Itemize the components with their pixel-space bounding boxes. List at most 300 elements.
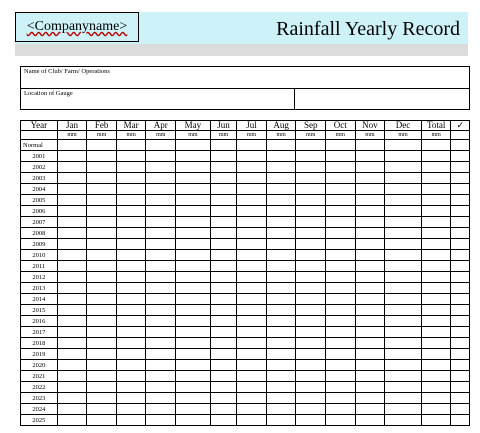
table-cell[interactable]	[57, 415, 87, 426]
table-cell[interactable]	[116, 184, 146, 195]
table-cell[interactable]	[146, 184, 176, 195]
table-cell[interactable]	[421, 195, 451, 206]
table-cell[interactable]	[451, 184, 470, 195]
table-cell[interactable]	[237, 382, 267, 393]
table-cell[interactable]	[266, 195, 296, 206]
table-cell[interactable]	[210, 349, 237, 360]
table-cell[interactable]	[116, 360, 146, 371]
table-cell[interactable]	[237, 140, 267, 151]
table-cell[interactable]	[451, 393, 470, 404]
table-cell[interactable]	[451, 294, 470, 305]
table-cell[interactable]	[87, 305, 117, 316]
table-cell[interactable]	[57, 393, 87, 404]
table-cell[interactable]	[237, 239, 267, 250]
table-cell[interactable]	[210, 404, 237, 415]
table-cell[interactable]	[451, 360, 470, 371]
table-cell[interactable]	[296, 316, 326, 327]
table-cell[interactable]	[451, 173, 470, 184]
table-cell[interactable]	[326, 415, 356, 426]
table-cell[interactable]	[451, 283, 470, 294]
table-cell[interactable]	[57, 217, 87, 228]
table-cell[interactable]	[355, 294, 385, 305]
table-cell[interactable]	[451, 239, 470, 250]
table-cell[interactable]	[210, 239, 237, 250]
table-cell[interactable]	[451, 272, 470, 283]
table-cell[interactable]	[421, 140, 451, 151]
table-cell[interactable]	[146, 206, 176, 217]
table-cell[interactable]	[266, 162, 296, 173]
table-cell[interactable]	[210, 415, 237, 426]
table-cell[interactable]	[385, 228, 422, 239]
table-cell[interactable]	[451, 305, 470, 316]
table-cell[interactable]	[210, 283, 237, 294]
table-cell[interactable]	[385, 272, 422, 283]
table-cell[interactable]	[57, 360, 87, 371]
table-cell[interactable]	[451, 327, 470, 338]
table-cell[interactable]	[210, 162, 237, 173]
table-cell[interactable]	[296, 261, 326, 272]
table-cell[interactable]	[266, 250, 296, 261]
table-cell[interactable]	[451, 162, 470, 173]
table-cell[interactable]	[385, 140, 422, 151]
table-cell[interactable]	[385, 349, 422, 360]
table-cell[interactable]	[385, 404, 422, 415]
table-cell[interactable]	[421, 382, 451, 393]
table-cell[interactable]	[237, 316, 267, 327]
table-cell[interactable]	[421, 294, 451, 305]
table-cell[interactable]	[296, 404, 326, 415]
table-cell[interactable]	[176, 294, 211, 305]
table-cell[interactable]	[421, 327, 451, 338]
table-cell[interactable]	[385, 217, 422, 228]
table-cell[interactable]	[296, 173, 326, 184]
table-cell[interactable]	[116, 294, 146, 305]
table-cell[interactable]	[116, 316, 146, 327]
table-cell[interactable]	[87, 162, 117, 173]
table-cell[interactable]	[146, 415, 176, 426]
table-cell[interactable]	[176, 393, 211, 404]
table-cell[interactable]	[326, 140, 356, 151]
table-cell[interactable]	[87, 195, 117, 206]
table-cell[interactable]	[385, 294, 422, 305]
table-cell[interactable]	[237, 349, 267, 360]
table-cell[interactable]	[57, 239, 87, 250]
table-cell[interactable]	[355, 283, 385, 294]
table-cell[interactable]	[355, 239, 385, 250]
table-cell[interactable]	[87, 371, 117, 382]
company-name-box[interactable]	[15, 12, 139, 42]
table-cell[interactable]	[385, 382, 422, 393]
table-cell[interactable]	[146, 283, 176, 294]
table-cell[interactable]	[326, 382, 356, 393]
table-cell[interactable]	[176, 151, 211, 162]
table-cell[interactable]	[116, 261, 146, 272]
table-cell[interactable]	[266, 228, 296, 239]
table-cell[interactable]	[146, 305, 176, 316]
table-cell[interactable]	[355, 173, 385, 184]
table-cell[interactable]	[296, 393, 326, 404]
table-cell[interactable]	[296, 184, 326, 195]
table-cell[interactable]	[385, 415, 422, 426]
table-cell[interactable]	[296, 360, 326, 371]
table-cell[interactable]	[210, 184, 237, 195]
table-cell[interactable]	[355, 272, 385, 283]
table-cell[interactable]	[355, 360, 385, 371]
table-cell[interactable]	[326, 173, 356, 184]
table-cell[interactable]	[451, 206, 470, 217]
table-cell[interactable]	[266, 272, 296, 283]
table-cell[interactable]	[355, 415, 385, 426]
table-cell[interactable]	[146, 173, 176, 184]
table-cell[interactable]	[210, 305, 237, 316]
table-cell[interactable]	[210, 294, 237, 305]
table-cell[interactable]	[176, 327, 211, 338]
table-cell[interactable]	[326, 305, 356, 316]
table-cell[interactable]	[355, 140, 385, 151]
table-cell[interactable]	[87, 404, 117, 415]
table-cell[interactable]	[210, 360, 237, 371]
table-cell[interactable]	[421, 250, 451, 261]
table-cell[interactable]	[326, 393, 356, 404]
table-cell[interactable]	[237, 393, 267, 404]
table-cell[interactable]	[421, 239, 451, 250]
table-cell[interactable]	[266, 305, 296, 316]
table-cell[interactable]	[176, 184, 211, 195]
table-cell[interactable]	[210, 206, 237, 217]
table-cell[interactable]	[296, 250, 326, 261]
table-cell[interactable]	[421, 316, 451, 327]
table-cell[interactable]	[146, 371, 176, 382]
table-cell[interactable]	[385, 393, 422, 404]
table-cell[interactable]	[355, 393, 385, 404]
table-cell[interactable]	[296, 272, 326, 283]
table-cell[interactable]	[57, 184, 87, 195]
table-cell[interactable]	[421, 151, 451, 162]
table-cell[interactable]	[355, 250, 385, 261]
table-cell[interactable]	[176, 272, 211, 283]
table-cell[interactable]	[326, 206, 356, 217]
table-cell[interactable]	[296, 371, 326, 382]
table-cell[interactable]	[421, 162, 451, 173]
table-cell[interactable]	[266, 283, 296, 294]
table-cell[interactable]	[385, 184, 422, 195]
table-cell[interactable]	[355, 382, 385, 393]
table-cell[interactable]	[87, 360, 117, 371]
table-cell[interactable]	[266, 206, 296, 217]
table-cell[interactable]	[326, 371, 356, 382]
table-cell[interactable]	[421, 338, 451, 349]
table-cell[interactable]	[266, 327, 296, 338]
table-cell[interactable]	[176, 316, 211, 327]
table-cell[interactable]	[266, 371, 296, 382]
table-cell[interactable]	[326, 184, 356, 195]
table-cell[interactable]	[116, 327, 146, 338]
table-cell[interactable]	[237, 404, 267, 415]
table-cell[interactable]	[57, 140, 87, 151]
table-cell[interactable]	[57, 327, 87, 338]
table-cell[interactable]	[326, 261, 356, 272]
table-cell[interactable]	[87, 294, 117, 305]
table-cell[interactable]	[146, 272, 176, 283]
table-cell[interactable]	[87, 338, 117, 349]
table-cell[interactable]	[296, 283, 326, 294]
table-cell[interactable]	[326, 250, 356, 261]
table-cell[interactable]	[266, 415, 296, 426]
table-cell[interactable]	[385, 239, 422, 250]
table-cell[interactable]	[237, 305, 267, 316]
table-cell[interactable]	[176, 360, 211, 371]
table-cell[interactable]	[421, 371, 451, 382]
table-cell[interactable]	[355, 195, 385, 206]
table-cell[interactable]	[451, 217, 470, 228]
table-cell[interactable]	[116, 250, 146, 261]
table-cell[interactable]	[421, 184, 451, 195]
table-cell[interactable]	[210, 261, 237, 272]
table-cell[interactable]	[176, 250, 211, 261]
table-cell[interactable]	[326, 283, 356, 294]
table-cell[interactable]	[326, 349, 356, 360]
table-cell[interactable]	[176, 283, 211, 294]
table-cell[interactable]	[421, 404, 451, 415]
table-cell[interactable]	[57, 338, 87, 349]
table-cell[interactable]	[57, 195, 87, 206]
table-cell[interactable]	[87, 140, 117, 151]
table-cell[interactable]	[326, 294, 356, 305]
table-cell[interactable]	[116, 305, 146, 316]
table-cell[interactable]	[116, 217, 146, 228]
table-cell[interactable]	[87, 228, 117, 239]
table-cell[interactable]	[87, 173, 117, 184]
table-cell[interactable]	[421, 173, 451, 184]
table-cell[interactable]	[146, 360, 176, 371]
table-cell[interactable]	[237, 261, 267, 272]
table-cell[interactable]	[57, 250, 87, 261]
table-cell[interactable]	[87, 206, 117, 217]
table-cell[interactable]	[421, 360, 451, 371]
table-cell[interactable]	[296, 415, 326, 426]
table-cell[interactable]	[451, 382, 470, 393]
table-cell[interactable]	[87, 393, 117, 404]
table-cell[interactable]	[116, 393, 146, 404]
table-cell[interactable]	[210, 173, 237, 184]
table-cell[interactable]	[87, 184, 117, 195]
table-cell[interactable]	[146, 316, 176, 327]
table-cell[interactable]	[451, 338, 470, 349]
table-cell[interactable]	[176, 338, 211, 349]
table-cell[interactable]	[355, 305, 385, 316]
table-cell[interactable]	[451, 140, 470, 151]
table-cell[interactable]	[116, 140, 146, 151]
table-cell[interactable]	[451, 261, 470, 272]
table-cell[interactable]	[326, 151, 356, 162]
table-cell[interactable]	[87, 217, 117, 228]
table-cell[interactable]	[421, 393, 451, 404]
table-cell[interactable]	[146, 404, 176, 415]
table-cell[interactable]	[237, 173, 267, 184]
table-cell[interactable]	[355, 151, 385, 162]
table-cell[interactable]	[326, 360, 356, 371]
table-cell[interactable]	[266, 151, 296, 162]
table-cell[interactable]	[146, 294, 176, 305]
table-cell[interactable]	[385, 327, 422, 338]
table-cell[interactable]	[146, 250, 176, 261]
table-cell[interactable]	[326, 195, 356, 206]
table-cell[interactable]	[116, 283, 146, 294]
table-cell[interactable]	[266, 261, 296, 272]
table-cell[interactable]	[146, 140, 176, 151]
table-cell[interactable]	[266, 294, 296, 305]
table-cell[interactable]	[87, 261, 117, 272]
table-cell[interactable]	[176, 404, 211, 415]
table-cell[interactable]	[385, 360, 422, 371]
table-cell[interactable]	[146, 382, 176, 393]
table-cell[interactable]	[355, 404, 385, 415]
table-cell[interactable]	[116, 404, 146, 415]
table-cell[interactable]	[116, 239, 146, 250]
table-cell[interactable]	[451, 250, 470, 261]
table-cell[interactable]	[176, 305, 211, 316]
table-cell[interactable]	[237, 415, 267, 426]
table-cell[interactable]	[57, 261, 87, 272]
table-cell[interactable]	[355, 349, 385, 360]
table-cell[interactable]	[266, 316, 296, 327]
table-cell[interactable]	[237, 371, 267, 382]
table-cell[interactable]	[210, 272, 237, 283]
table-cell[interactable]	[57, 316, 87, 327]
table-cell[interactable]	[87, 151, 117, 162]
table-cell[interactable]	[451, 349, 470, 360]
table-cell[interactable]	[87, 272, 117, 283]
table-cell[interactable]	[326, 316, 356, 327]
table-cell[interactable]	[87, 382, 117, 393]
table-cell[interactable]	[146, 151, 176, 162]
table-cell[interactable]	[57, 294, 87, 305]
table-cell[interactable]	[87, 327, 117, 338]
table-cell[interactable]	[421, 206, 451, 217]
table-cell[interactable]	[266, 349, 296, 360]
table-cell[interactable]	[385, 305, 422, 316]
table-cell[interactable]	[237, 283, 267, 294]
table-cell[interactable]	[296, 349, 326, 360]
table-cell[interactable]	[87, 283, 117, 294]
table-cell[interactable]	[421, 228, 451, 239]
table-cell[interactable]	[296, 217, 326, 228]
table-cell[interactable]	[57, 305, 87, 316]
table-cell[interactable]	[355, 184, 385, 195]
table-cell[interactable]	[210, 140, 237, 151]
table-cell[interactable]	[266, 173, 296, 184]
table-cell[interactable]	[266, 338, 296, 349]
table-cell[interactable]	[451, 415, 470, 426]
table-cell[interactable]	[451, 151, 470, 162]
table-cell[interactable]	[326, 272, 356, 283]
table-cell[interactable]	[57, 283, 87, 294]
table-cell[interactable]	[355, 162, 385, 173]
table-cell[interactable]	[385, 162, 422, 173]
table-cell[interactable]	[237, 184, 267, 195]
table-cell[interactable]	[176, 140, 211, 151]
table-cell[interactable]	[146, 228, 176, 239]
table-cell[interactable]	[385, 261, 422, 272]
table-cell[interactable]	[296, 206, 326, 217]
table-cell[interactable]	[355, 228, 385, 239]
table-cell[interactable]	[237, 327, 267, 338]
table-cell[interactable]	[176, 162, 211, 173]
table-cell[interactable]	[210, 250, 237, 261]
table-cell[interactable]	[237, 195, 267, 206]
table-cell[interactable]	[57, 272, 87, 283]
table-cell[interactable]	[355, 316, 385, 327]
table-cell[interactable]	[326, 404, 356, 415]
table-cell[interactable]	[385, 195, 422, 206]
table-cell[interactable]	[296, 338, 326, 349]
table-cell[interactable]	[355, 206, 385, 217]
table-cell[interactable]	[176, 415, 211, 426]
table-cell[interactable]	[210, 316, 237, 327]
table-cell[interactable]	[385, 316, 422, 327]
table-cell[interactable]	[146, 349, 176, 360]
table-cell[interactable]	[210, 327, 237, 338]
table-cell[interactable]	[116, 228, 146, 239]
table-cell[interactable]	[116, 382, 146, 393]
table-cell[interactable]	[237, 228, 267, 239]
table-cell[interactable]	[421, 349, 451, 360]
table-cell[interactable]	[296, 239, 326, 250]
table-cell[interactable]	[176, 371, 211, 382]
table-cell[interactable]	[210, 393, 237, 404]
table-cell[interactable]	[385, 206, 422, 217]
table-cell[interactable]	[385, 151, 422, 162]
table-cell[interactable]	[237, 294, 267, 305]
table-cell[interactable]	[385, 338, 422, 349]
table-cell[interactable]	[421, 305, 451, 316]
table-cell[interactable]	[87, 415, 117, 426]
table-cell[interactable]	[176, 261, 211, 272]
table-cell[interactable]	[116, 195, 146, 206]
table-cell[interactable]	[385, 371, 422, 382]
table-cell[interactable]	[237, 151, 267, 162]
table-cell[interactable]	[57, 173, 87, 184]
table-cell[interactable]	[451, 316, 470, 327]
table-cell[interactable]	[355, 371, 385, 382]
table-cell[interactable]	[176, 239, 211, 250]
table-cell[interactable]	[296, 195, 326, 206]
table-cell[interactable]	[176, 206, 211, 217]
table-cell[interactable]	[116, 338, 146, 349]
table-cell[interactable]	[146, 327, 176, 338]
table-cell[interactable]	[296, 382, 326, 393]
table-cell[interactable]	[326, 228, 356, 239]
table-cell[interactable]	[296, 151, 326, 162]
table-cell[interactable]	[296, 162, 326, 173]
table-cell[interactable]	[326, 327, 356, 338]
table-cell[interactable]	[266, 360, 296, 371]
table-cell[interactable]	[210, 382, 237, 393]
table-cell[interactable]	[210, 371, 237, 382]
table-cell[interactable]	[326, 162, 356, 173]
table-cell[interactable]	[237, 360, 267, 371]
table-cell[interactable]	[355, 327, 385, 338]
table-cell[interactable]	[296, 305, 326, 316]
table-cell[interactable]	[176, 217, 211, 228]
table-cell[interactable]	[210, 217, 237, 228]
table-cell[interactable]	[237, 338, 267, 349]
table-cell[interactable]	[421, 217, 451, 228]
table-cell[interactable]	[421, 415, 451, 426]
table-cell[interactable]	[210, 338, 237, 349]
table-cell[interactable]	[146, 162, 176, 173]
table-cell[interactable]	[266, 239, 296, 250]
